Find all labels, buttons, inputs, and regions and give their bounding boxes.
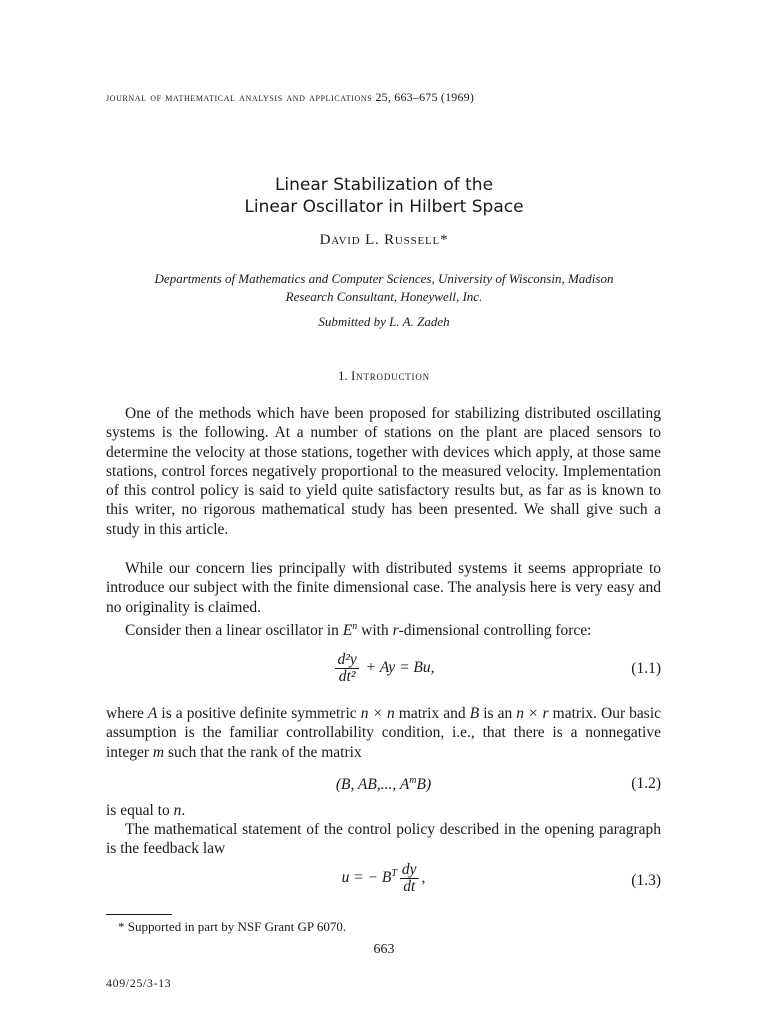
- equation-label: (1.2): [631, 775, 661, 792]
- paragraph-3: Consider then a linear oscillator in $E^n$ with r-dimensional controlling force:: [125, 621, 592, 640]
- equation-1-1: $\frac{\text{d²y}}{\text{dt²}}$ + Ay = Bu, (1.1): [337, 651, 661, 685]
- footnote: * Supported in part by NSF Grant GP 6070.: [118, 919, 347, 934]
- paragraph-6: The mathematical statement of the control policy described in the opening paragraph is the feedback law: [106, 821, 661, 858]
- footnote-rule: [106, 914, 172, 915]
- paper-title-line-1: Linear Stabilization of the: [274, 175, 494, 195]
- equation-label: (1.3): [631, 872, 661, 889]
- paper-title-line-2: Linear Oscillator in Hilbert Space: [244, 197, 524, 217]
- section-title: Introduction: [351, 368, 430, 383]
- author: David L. Russell*: [319, 232, 449, 248]
- citation: 25, 663–675 (1969): [375, 90, 475, 104]
- equation-label: (1.1): [631, 660, 661, 677]
- submitted-by: Submitted by L. A. Zadeh: [318, 314, 450, 329]
- affiliation-line-1: Departments of Mathematics and Computer Sciences, University of Wisconsin, Madison: [154, 271, 614, 286]
- journal-name: journal of mathematical analysis and applications: [106, 90, 373, 104]
- equation-1-3: u = − $B^T$ $\frac{dy}{dt}$ , (1.3): [341, 861, 661, 895]
- section-heading: [0, 368, 768, 384]
- paragraph-2: While our concern lies principally with distributed systems it seems appropriate to introduce our subject with the finite dimensional case. The analysis here is very easy and no originality is claimed.: [106, 560, 661, 616]
- fraction: $\frac{\text{d²y}}{\text{dt²}}$: [337, 651, 357, 685]
- affiliation: [0, 270, 768, 306]
- paragraph-5: is equal to n.: [106, 802, 186, 819]
- paragraph-4: where A is a positive definite symmetric n × n matrix and B is an n × r matrix. Our basic assumption is the familiar controllability condition, i.e., that there is a nonnegative integer m such that the rank of the matrix: [106, 705, 661, 761]
- paragraph-1: One of the methods which have been proposed for stabilizing distributed oscillating systems is the following. At a number of stations on the plant are placed sensors to determine the velocity at those stations, together with devices which apply, at those same stations, control forces negatively proportional to the measured velocity. Implementation of this control policy is said to yield quite satisfactory results but, as far as is known to this writer, no rigorous mathematical study has been presented. We shall give such a study in this article.: [106, 405, 661, 538]
- section-number: 1.: [338, 368, 348, 383]
- page-number: 663: [373, 942, 395, 957]
- running-header: [106, 90, 666, 105]
- fraction: $\frac{dy}{dt}$: [401, 861, 417, 895]
- print-code: 409/25/3-13: [106, 976, 172, 990]
- affiliation-line-2: Research Consultant, Honeywell, Inc.: [285, 289, 483, 304]
- equation-1-2: (B, AB,..., $A^mB$) (1.2): [335, 775, 661, 794]
